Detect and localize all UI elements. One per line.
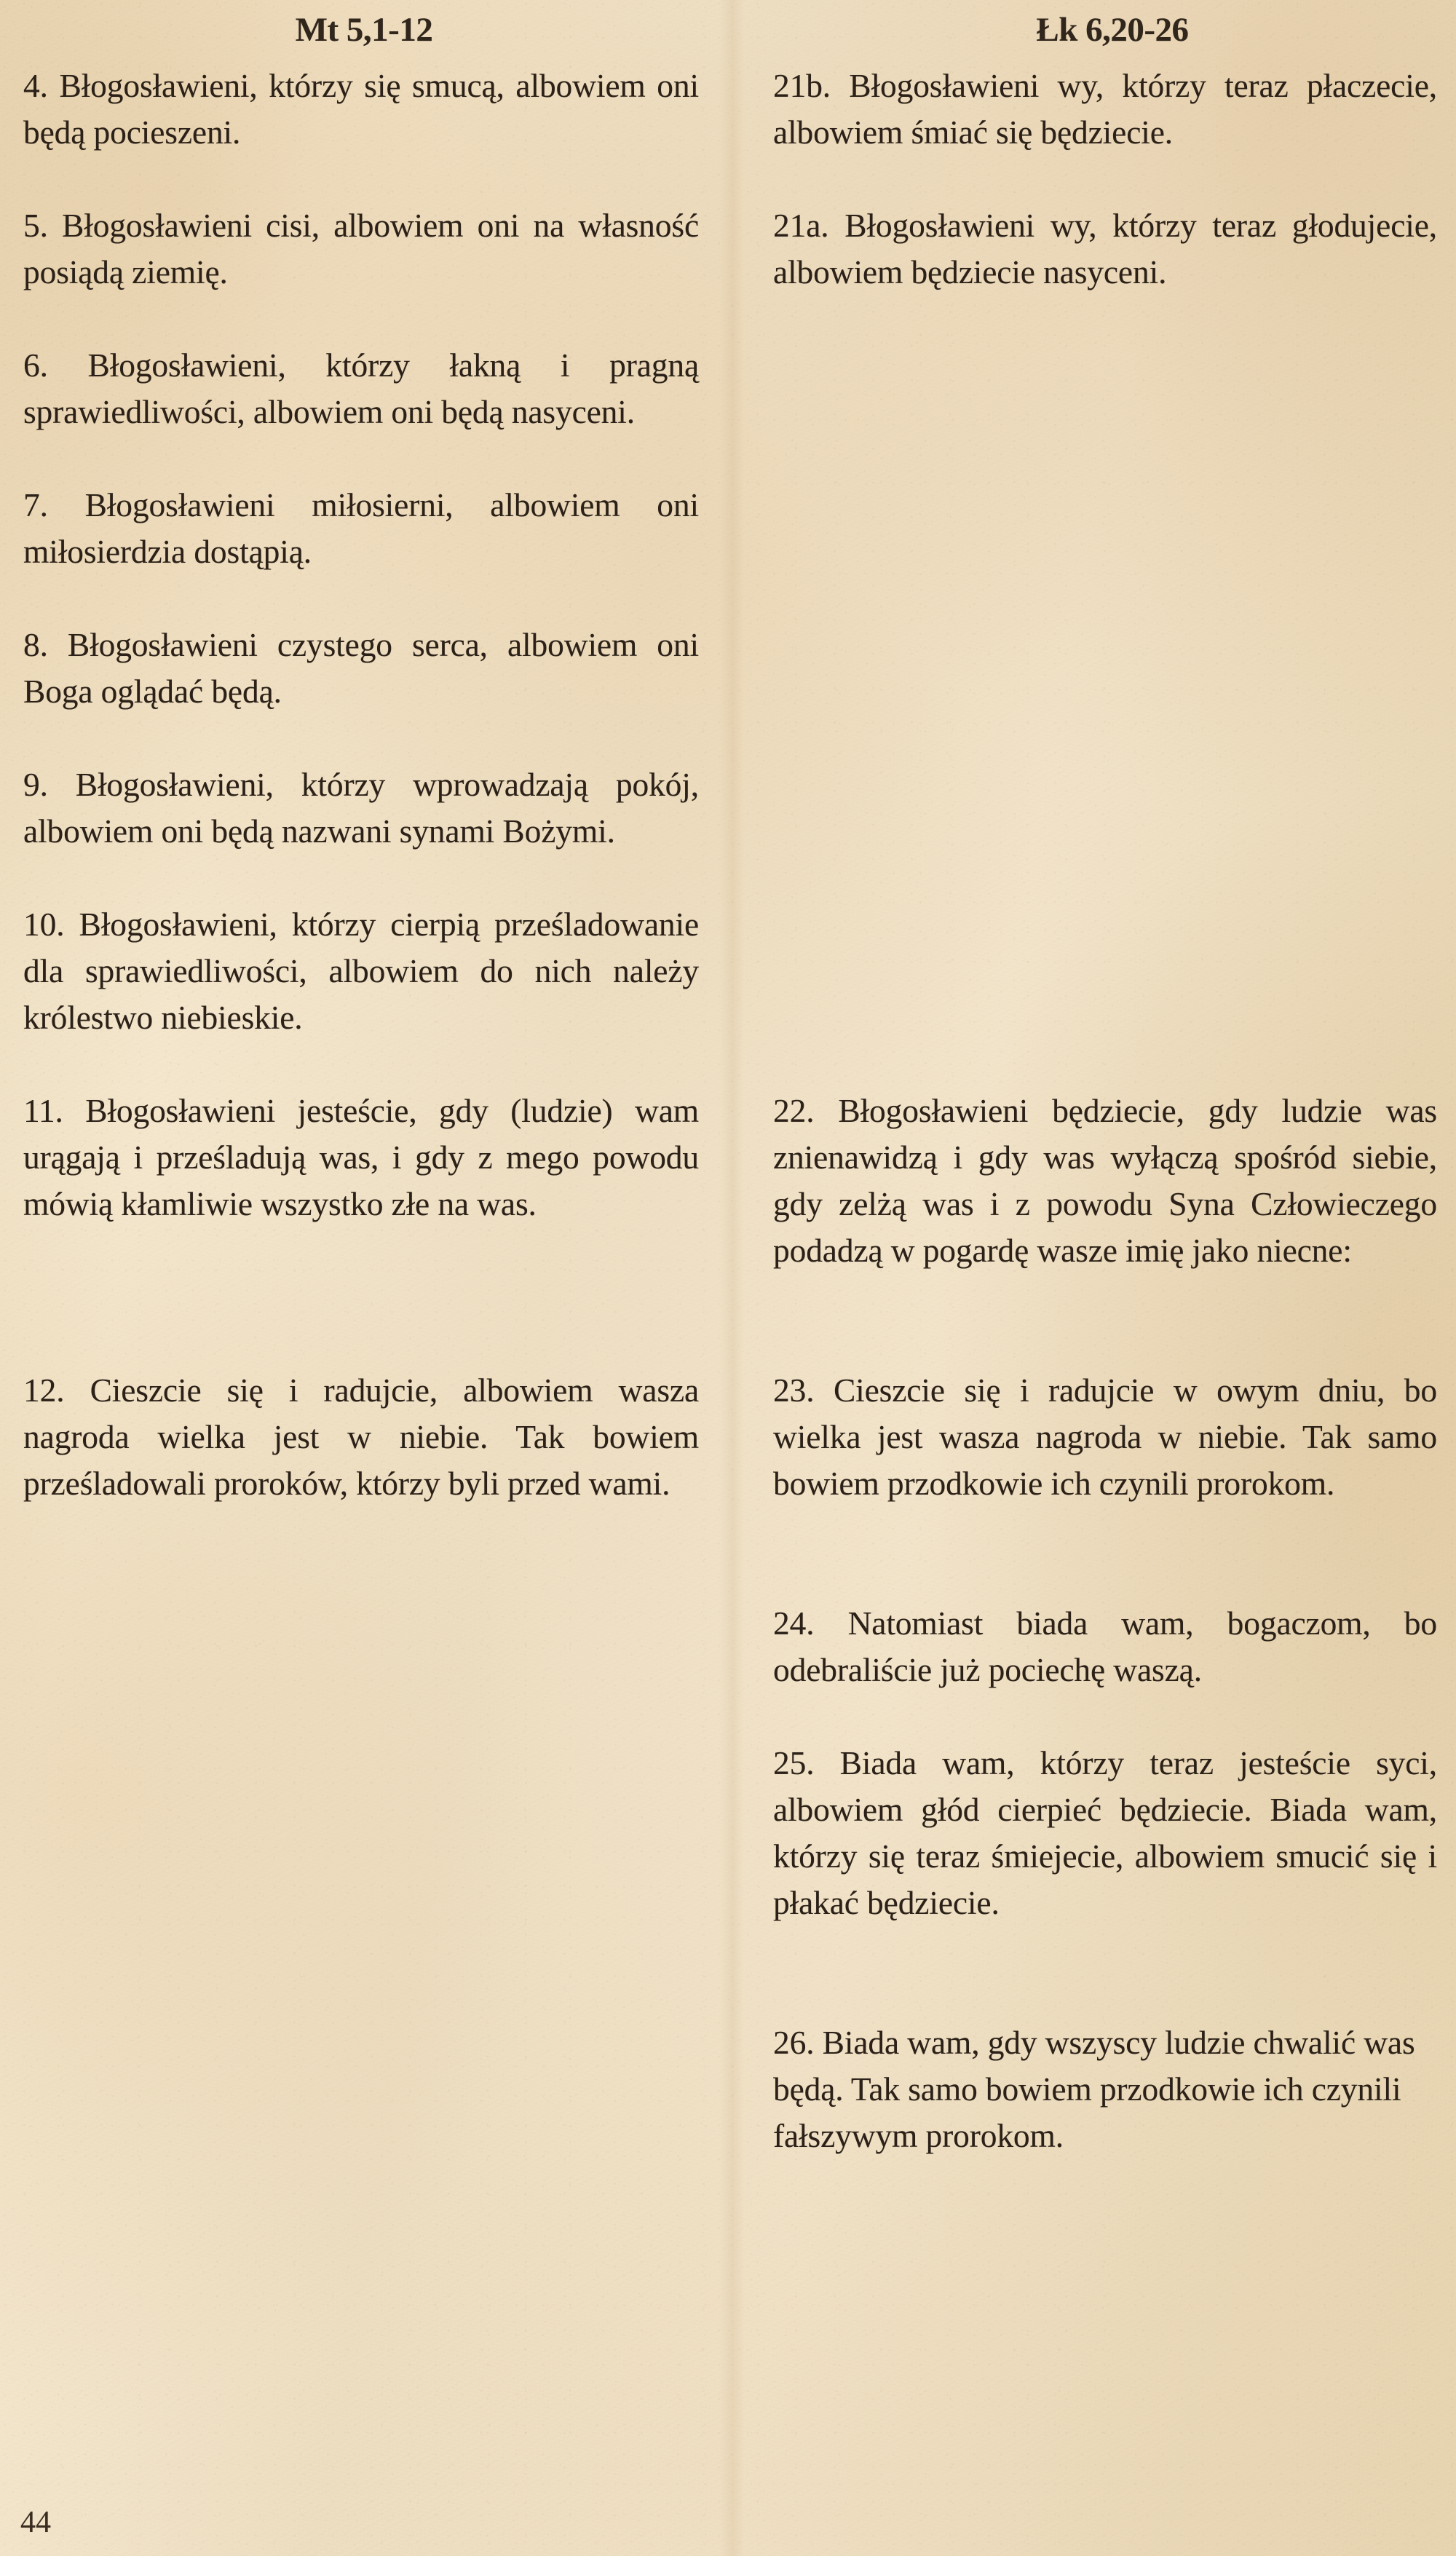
page-number: 44 — [20, 2506, 51, 2539]
verse-mt-12: 12. Cieszcie się i radujcie, albowiem wasza nagroda wielka jest w niebie. Tak bowiem prześladowali proroków, którzy byli przed wami. — [23, 1372, 699, 1502]
verse-lk-21b: 21b. Błogosławieni wy, którzy teraz płaczecie, albowiem śmiać się będziecie. — [773, 67, 1437, 151]
verse-lk-24: 24. Natomiast biada wam, bogaczom, bo odebraliście już pociechę waszą. — [773, 1605, 1437, 1688]
verse-lk-25: 25. Biada wam, którzy teraz jesteście syci, albowiem głód cierpieć będziecie. Biada wam, którzy się teraz śmiejecie, albowiem smucić się i płakać będziecie. — [773, 1744, 1437, 1921]
verse-mt-6: 6. Błogosławieni, którzy łakną i pragną sprawiedliwości, albowiem oni będą nasyceni. — [23, 347, 699, 430]
verse-lk-26: 26. Biada wam, gdy wszyscy ludzie chwalić was będą. Tak samo bowiem przodkowie ich czynili fałszywym prorokom. — [773, 2024, 1415, 2154]
heading-matthew: Mt 5,1-12 — [295, 11, 433, 49]
verse-mt-11: 11. Błogosławieni jesteście, gdy (ludzie) wam urągają i prześladują was, i gdy z mego powodu mówią kłamliwie wszystko złe na was. — [23, 1092, 699, 1222]
heading-luke: Łk 6,20-26 — [1036, 11, 1189, 49]
verse-mt-10: 10. Błogosławieni, którzy cierpią prześladowanie dla sprawiedliwości, albowiem do nich należy królestwo niebieskie. — [23, 906, 699, 1036]
verse-lk-21a: 21a. Błogosławieni wy, którzy teraz głodujecie, albowiem będziecie nasyceni. — [773, 207, 1437, 290]
verse-mt-9: 9. Błogosławieni, którzy wprowadzają pokój, albowiem oni będą nazwani synami Bożymi. — [23, 766, 699, 850]
verse-mt-7: 7. Błogosławieni miłosierni, albowiem oni miłosierdzia dostąpią. — [23, 486, 699, 570]
column-headings — [0, 10, 1456, 66]
verse-mt-4: 4. Błogosławieni, którzy się smucą, albowiem oni będą pocieszeni. — [23, 67, 699, 151]
verse-mt-8: 8. Błogosławieni czystego serca, albowiem oni Boga oglądać będą. — [23, 626, 699, 710]
verse-lk-23: 23. Cieszcie się i radujcie w owym dniu, bo wielka jest wasza nagroda w niebie. Tak samo bowiem przodkowie ich czynili prorokom. — [773, 1372, 1437, 1502]
verse-lk-22: 22. Błogosławieni będziecie, gdy ludzie was znienawidzą i gdy was wyłączą spośród siebie, gdy zelżą was i z powodu Syna Człowieczego podadzą w pogardę wasze imię jako niecne: — [773, 1092, 1437, 1269]
verse-mt-5: 5. Błogosławieni cisi, albowiem oni na własność posiądą ziemię. — [23, 207, 699, 290]
